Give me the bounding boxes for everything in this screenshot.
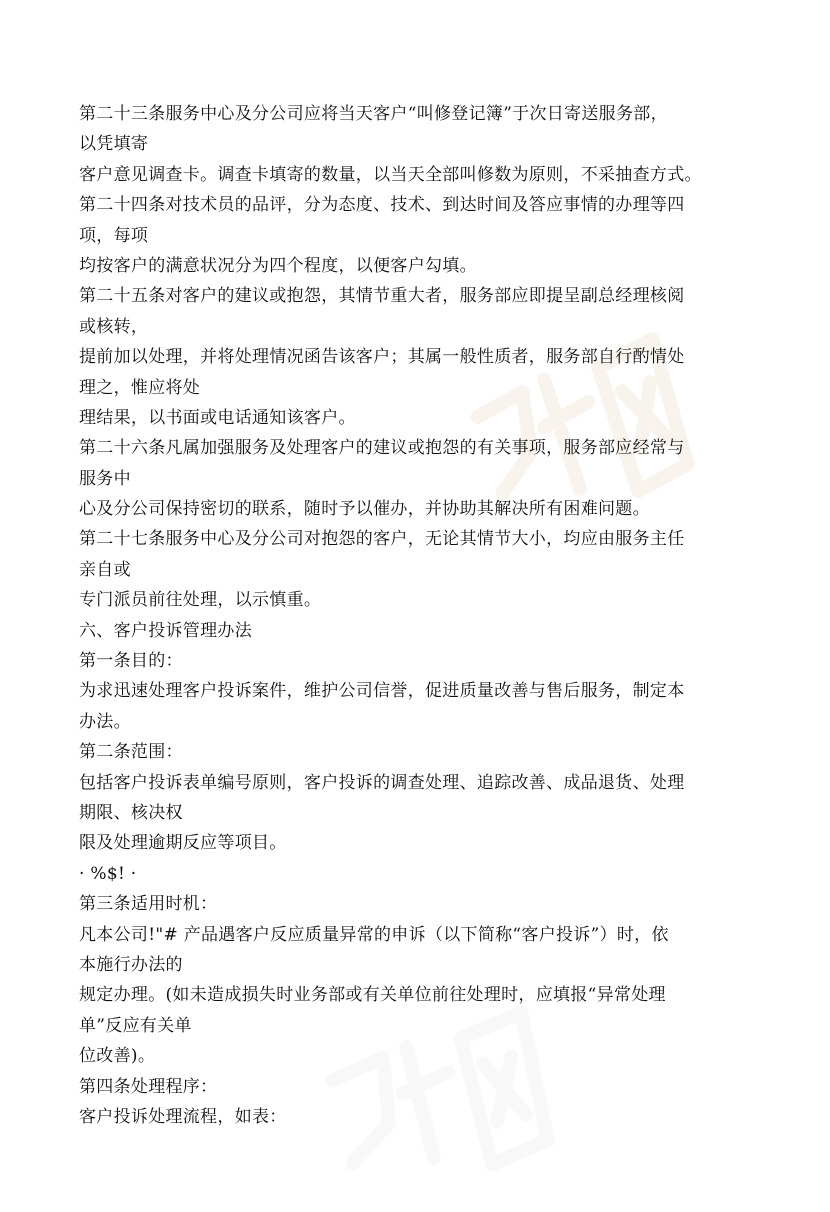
text-line: 第二十三条服务中心及分公司应将当天客户“叫修登记簿”于次日寄送服务部， bbox=[79, 104, 668, 124]
section-heading: 六、客户投诉管理办法 bbox=[79, 620, 252, 641]
document-body bbox=[79, 99, 761, 1132]
text-line: 第一条目的： bbox=[79, 651, 183, 672]
text-line: 第二十五条对客户的建议或抱怨，其情节重大者，服务部应即提呈副总经理核阅 bbox=[79, 286, 685, 307]
text-line: 第四条处理程序： bbox=[79, 1076, 218, 1097]
text-line: 包括客户投诉表单编号原则，客户投诉的调查处理、追踪改善、成品退货、处理 bbox=[79, 772, 685, 793]
text-line: 第二条范围： bbox=[79, 742, 183, 763]
page-marker: · %$! · bbox=[79, 863, 137, 884]
text-line: 限及处理逾期反应等项目。 bbox=[79, 833, 287, 854]
text-line: 客户意见调查卡。调查卡填寄的数量，以当天全部叫修数为原则，不采抽查方式。 bbox=[79, 164, 702, 185]
text-line: 亲自或 bbox=[79, 559, 131, 580]
text-line: 心及分公司保持密切的联系，随时予以催办，并协助其解决所有困难问题。 bbox=[79, 499, 650, 520]
text-line: 第二十六条凡属加强服务及处理客户的建议或抱怨的有关事项，服务部应经常与 bbox=[79, 438, 685, 459]
text-line: 项，每项 bbox=[79, 225, 149, 246]
text-line: 提前加以处理，并将处理情况函告该客户；其属一般性质者，服务部自行酌情处 bbox=[79, 347, 685, 368]
text-line: 凡本公司!"# 产品遇客户反应质量异常的申诉（以下简称“客户投诉”）时，依 bbox=[79, 924, 669, 945]
text-line: 以凭填寄 bbox=[79, 134, 149, 155]
text-line: 第二十七条服务中心及分公司对抱怨的客户，无论其情节大小，均应由服务主任 bbox=[79, 529, 685, 550]
text-line: 理结果，以书面或电话通知该客户。 bbox=[79, 407, 356, 428]
text-line: 第三条适用时机： bbox=[79, 894, 218, 915]
text-line: 服务中 bbox=[79, 468, 131, 489]
text-line: 位改善)。 bbox=[79, 1046, 156, 1067]
text-line: 专门派员前往处理，以示慎重。 bbox=[79, 590, 322, 611]
text-line: 单”反应有关单 bbox=[79, 1015, 192, 1036]
text-line: 客户投诉处理流程，如表： bbox=[79, 1106, 287, 1127]
text-line: 或核转， bbox=[79, 316, 149, 337]
text-line: 均按客户的满意状况分为四个程度，以便客户勾填。 bbox=[79, 255, 477, 276]
text-line: 为求迅速处理客户投诉案件，维护公司信誉，促进质量改善与售后服务，制定本 bbox=[79, 681, 685, 702]
text-line: 理之，惟应将处 bbox=[79, 377, 201, 398]
text-line: 办法。 bbox=[79, 711, 131, 732]
text-line: 规定办理。(如未造成损失时业务部或有关单位前往处理时，应填报“异常处理 bbox=[79, 985, 666, 1006]
text-line: 期限、核决权 bbox=[79, 802, 183, 823]
text-line: 本施行办法的 bbox=[79, 954, 183, 975]
text-line: 第二十四条对技术员的品评，分为态度、技术、到达时间及答应事情的办理等四 bbox=[79, 195, 685, 216]
